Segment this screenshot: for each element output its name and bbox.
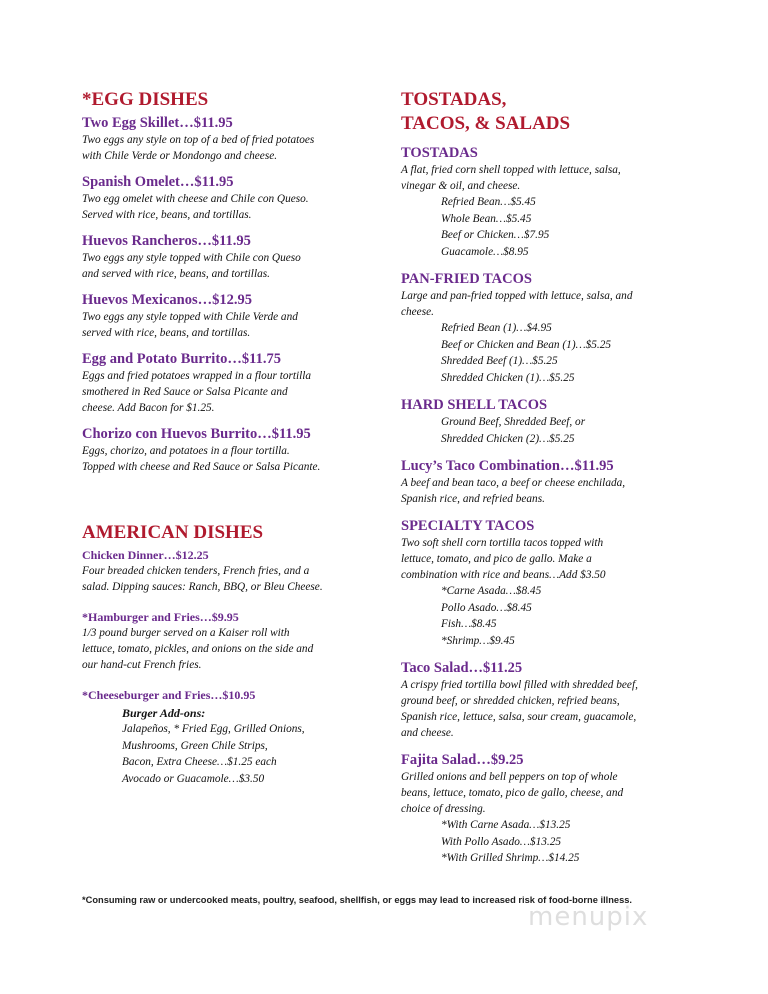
item-desc: and served with rice, beans, and tortillas. [82,268,270,280]
tostadas-tacos-salads-title [401,88,701,136]
menu-item [82,547,377,595]
item-desc: Two eggs any style on top of a bed of fried potatoes [82,134,315,146]
item-desc: cheese. [401,306,434,318]
item-desc: smothered in Red Sauce or Salsa Picante and [82,386,288,398]
item-desc: served with rice, beans, and tortillas. [82,327,251,339]
option-line: Shredded Chicken (2)…$5.25 [441,432,575,445]
title-line: TACOS, & SALADS [401,113,571,134]
item-desc: salad. Dipping sauces: Ranch, BBQ, or Bleu Cheese. [82,581,323,593]
item-desc: beans, lettuce, tomato, pico de gallo, cheese, and [401,787,624,799]
item-desc: Grilled onions and bell peppers on top of whole [401,771,618,783]
item-desc: Large and pan-fried topped with lettuce, salsa, and [401,290,633,302]
addon-line: Jalapeños, * Fried Egg, Grilled Onions, [122,723,305,735]
item-desc: choice of dressing. [401,803,486,815]
item-name: *Hamburger and Fries…$9.95 [82,610,239,624]
item-name: Chicken Dinner…$12.25 [82,548,209,562]
item-desc: Eggs, chorizo, and potatoes in a flour tortilla. [82,445,290,457]
menu-item [82,114,377,164]
menu-item [82,173,377,223]
item-desc: 1/3 pound burger served on a Kaiser roll with [82,627,290,639]
item-desc: our hand-cut French fries. [82,659,202,671]
right-column [401,88,701,867]
american-dishes-title: AMERICAN DISHES [82,522,264,543]
item-name: Egg and Potato Burrito…$11.75 [82,351,281,367]
item-name: Huevos Rancheros…$11.95 [82,233,251,249]
item-desc: Topped with cheese and Red Sauce or Salsa Picante. [82,461,321,473]
option-line: Beef or Chicken and Bean (1)…$5.25 [441,338,612,351]
menu-item [401,270,701,386]
item-desc: Four breaded chicken tenders, French fries, and a [82,565,310,577]
item-name: Fajita Salad…$9.25 [401,752,524,768]
menu-item [82,425,377,475]
item-desc: A flat, fried corn shell topped with lettuce, salsa, [401,164,621,176]
menu-item [401,751,701,867]
item-desc: lettuce, tomato, pickles, and onions on the side and [82,643,314,655]
option-line: Beef or Chicken…$7.95 [441,229,550,241]
option-line: Shredded Beef (1)…$5.25 [441,355,558,367]
menu-item [401,517,701,649]
item-name: Chorizo con Huevos Burrito…$11.95 [82,426,311,442]
item-desc: A crispy fried tortilla bowl filled with shredded beef, [401,679,638,691]
item-desc: Two eggs any style topped with Chile Verde and [82,311,298,323]
menu-item [401,396,701,447]
item-desc: Served with rice, beans, and tortillas. [82,209,252,221]
option-line: Shredded Chicken (1)…$5.25 [441,371,575,384]
menu-item [82,687,377,787]
item-desc: lettuce, tomato, and pico de gallo. Make a [401,553,592,565]
item-name: Two Egg Skillet…$11.95 [82,115,233,131]
menu-item [401,457,701,507]
item-name: Huevos Mexicanos…$12.95 [82,292,252,308]
item-desc: cheese. Add Bacon for $1.25. [82,402,215,414]
item-desc: Eggs and fried potatoes wrapped in a flour tortilla [82,370,312,382]
title-line: TOSTADAS, [401,89,507,110]
item-desc: ground beef, or shredded chicken, refried beans, [401,695,620,707]
item-desc: Two egg omelet with cheese and Chile con Queso. [82,193,309,205]
option-line: Guacamole…$8.95 [441,245,529,258]
item-name: *Cheeseburger and Fries…$10.95 [82,688,256,702]
option-line: Refried Bean (1)…$4.95 [441,322,552,334]
item-desc: Two eggs any style topped with Chile con Queso [82,252,301,264]
egg-dishes-title: *EGG DISHES [82,89,209,110]
item-desc: Spanish rice, lettuce, salsa, sour cream, guacamole, [401,711,637,723]
option-line: *With Carne Asada…$13.25 [441,819,571,831]
item-name: Lucy’s Taco Combination…$11.95 [401,458,614,474]
option-line: *Shrimp…$9.45 [441,634,515,647]
watermark-logo: menupix [528,902,649,932]
item-name: SPECIALTY TACOS [401,518,535,534]
item-desc: A beef and bean taco, a beef or cheese enchilada, [401,477,626,489]
menu-item [82,350,377,416]
addon-line: Bacon, Extra Cheese…$1.25 each [122,756,277,768]
food-safety-disclaimer: *Consuming raw or undercooked meats, poultry, seafood, shellfish, or eggs may lead to increased risk of food-borne illness. [82,895,633,905]
option-line: Pollo Asado…$8.45 [441,601,532,614]
menu-item [82,609,377,673]
item-name: Spanish Omelet…$11.95 [82,174,234,190]
option-line: *Carne Asada…$8.45 [441,585,542,597]
item-name: HARD SHELL TACOS [401,397,548,413]
item-desc: and cheese. [401,727,454,739]
item-name: TOSTADAS [401,145,478,161]
option-line: With Pollo Asado…$13.25 [441,835,561,848]
option-line: Ground Beef, Shredded Beef, or [441,416,586,428]
option-line: Fish…$8.45 [441,618,497,630]
menu-item [82,291,377,341]
item-desc: Spanish rice, and refried beans. [401,493,545,505]
item-name: Taco Salad…$11.25 [401,660,523,676]
left-column [82,88,377,787]
menu-item [401,144,701,260]
option-line: *With Grilled Shrimp…$14.25 [441,852,580,864]
item-desc: vinegar & oil, and cheese. [401,180,521,192]
addon-line: Mushrooms, Green Chile Strips, [122,739,268,752]
option-line: Whole Bean…$5.45 [441,212,532,225]
item-name: PAN-FRIED TACOS [401,271,532,287]
addons-title: Burger Add-ons: [122,706,206,720]
item-desc: with Chile Verde or Mondongo and cheese. [82,150,278,162]
option-line: Refried Bean…$5.45 [441,196,536,208]
addon-line: Avocado or Guacamole…$3.50 [122,772,265,785]
item-desc: Two soft shell corn tortilla tacos topped with [401,537,604,549]
item-desc: combination with rice and beans…Add $3.50 [401,569,606,581]
menu-item [82,232,377,282]
menu-item [401,659,701,741]
